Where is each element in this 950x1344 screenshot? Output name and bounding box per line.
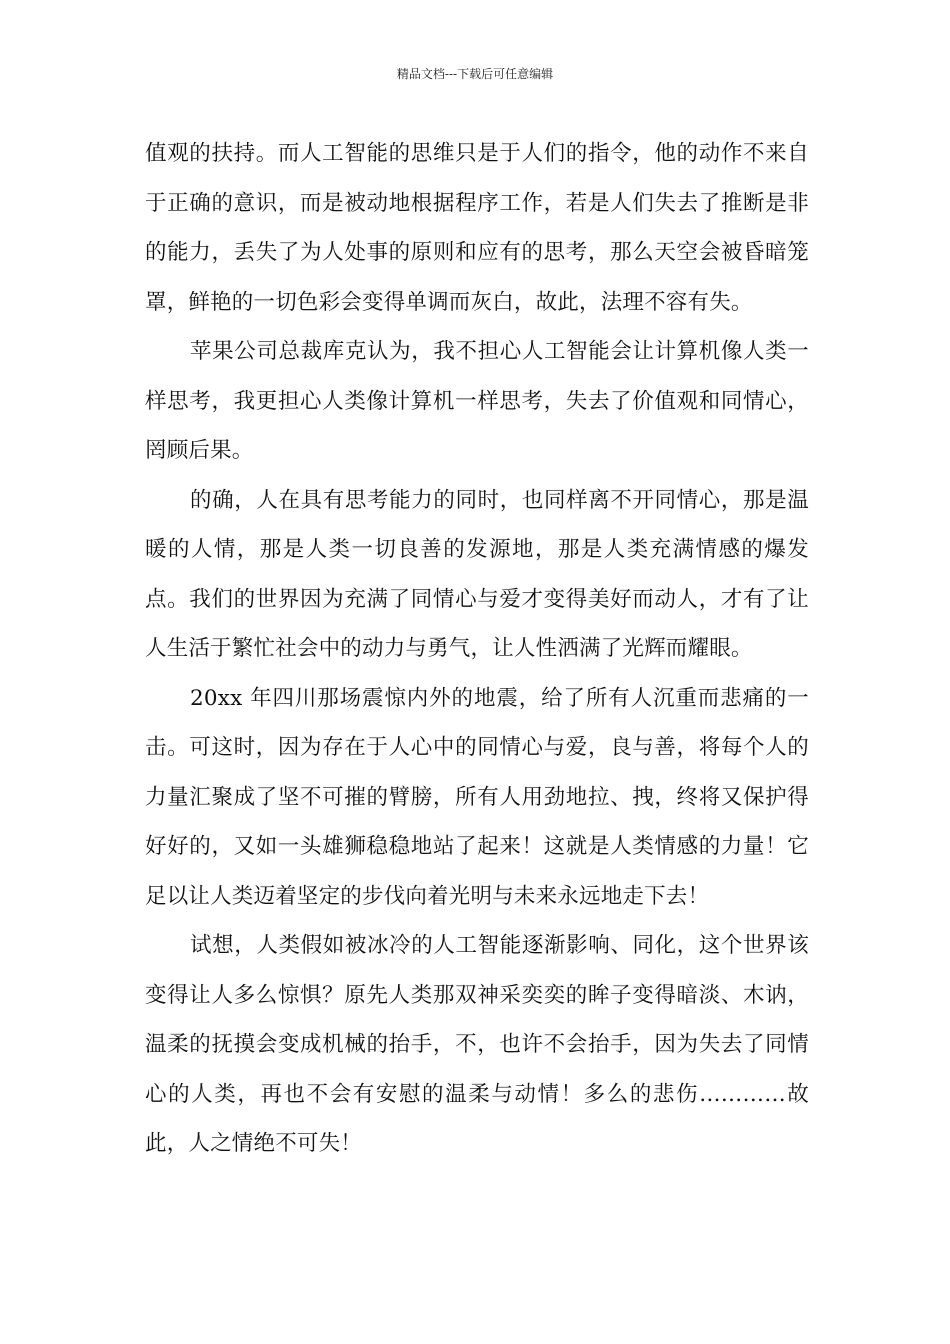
paragraph-sympathy: 的确，人在具有思考能力的同时，也同样离不开同情心，那是温暖的人情，那是人类一切良善的发源地，那是人类充满情感的爆发点。我们的世界因为充满了同情心与爱才变得美好而动人，才有了让人生活于繁忙社会中的动力与勇气，让人性洒满了光辉而耀眼。	[145, 487, 809, 661]
page-header: 精品文档---下载后可任意编辑	[396, 67, 554, 81]
paragraph-apple-ceo-quote: 苹果公司总裁库克认为，我不担心人工智能会让计算机像人类一样思考，我更担心人类像计算机一样思考，失去了价值观和同情心，罔顾后果。	[145, 339, 809, 463]
paragraph-sichuan-earthquake: 20xx 年四川那场震惊内外的地震，给了所有人沉重而悲痛的一击。可这时，因为存在于人心中的同情心与爱，良与善，将每个人的力量汇聚成了坚不可摧的臂膀，所有人用劲地拉、拽，终将又保护得好好的，又如一头雄狮稳稳地站了起来！这就是人类情感的力量！它足以让人类迈着坚定的步伐向着光明与未来永远地走下去！	[145, 685, 809, 909]
paragraph-imagine: 试想，人类假如被冰冷的人工智能逐渐影响、同化，这个世界该变得让人多么惊惧？原先人类那双神采奕奕的眸子变得暗淡、木讷，温柔的抚摸会变成机械的抬手，不，也许不会抬手，因为失去了同情心的人类，再也不会有安慰的温柔与动情！多么的悲伤…………故此，人之情绝不可失！	[145, 933, 809, 1156]
paragraph-values-continued: 值观的扶持。而人工智能的思维只是于人们的指令，他的动作不来自于正确的意识，而是被动地根据程序工作，若是人们失去了推断是非的能力，丢失了为人处事的原则和应有的思考，那么天空会被昏暗笼罩，鲜艳的一切色彩会变得单调而灰白，故此，法理不容有失。	[145, 141, 809, 315]
document-body	[145, 129, 809, 1169]
